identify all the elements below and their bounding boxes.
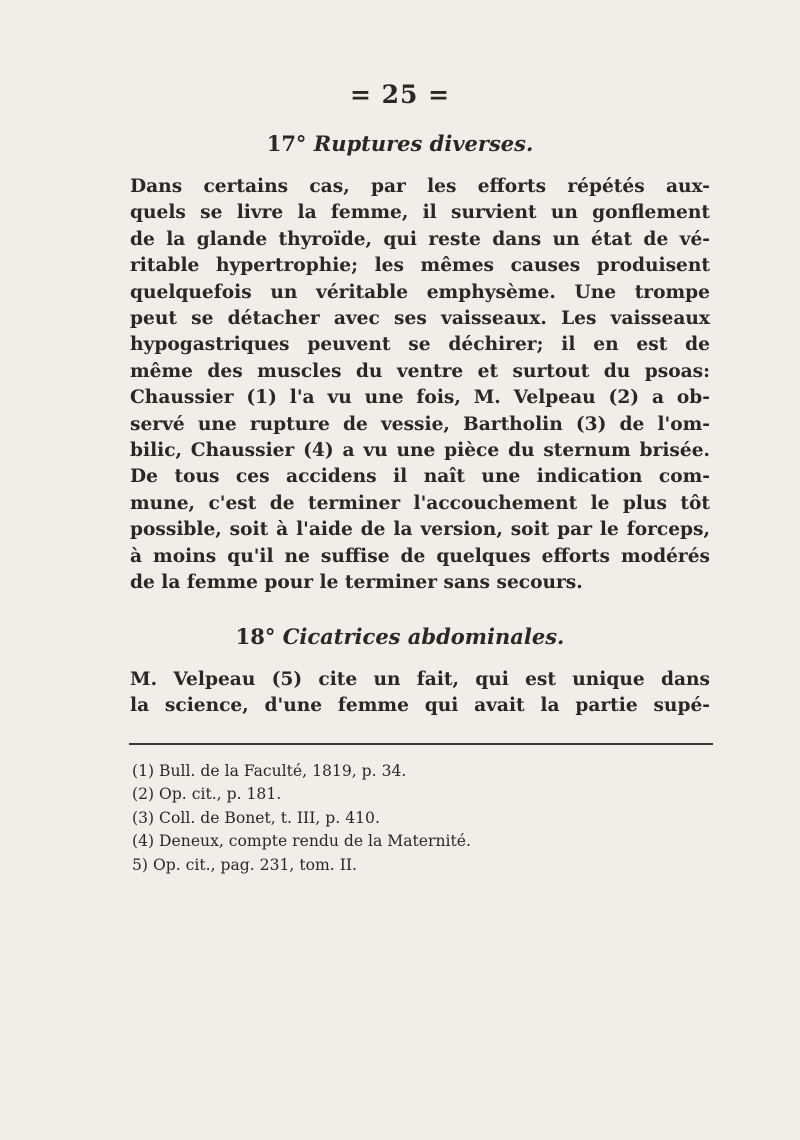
text-line: servé une rupture de vessie, Bartholin (3) de l'om- [130, 413, 710, 435]
section-number: 18° [235, 624, 276, 649]
text-line: de la glande thyroïde, qui reste dans un état de vé- [130, 228, 710, 250]
text-line: De tous ces accidens il naît une indication com- [130, 466, 710, 488]
section-heading-18 [0, 624, 800, 649]
section-title: Cicatrices abdominales. [282, 624, 565, 649]
footnote: 5) Op. cit., pag. 231, tom. II. [132, 855, 357, 874]
section-number: 17° [266, 131, 307, 156]
page-number: = 25 = [349, 80, 451, 109]
footnote: (1) Bull. de la Faculté, 1819, p. 34. [132, 762, 407, 780]
text-line: Dans certains cas, par les efforts répétés aux- [130, 176, 710, 197]
text-line: la science, d'une femme qui avait la partie supé- [130, 695, 710, 717]
text-line: ritable hypertrophie; les mêmes causes produisent [130, 255, 710, 277]
text-line: à moins qu'il ne suffise de quelques efforts modérés [130, 545, 710, 567]
text-line: Chaussier (1) l'a vu une fois, M. Velpeau (2) a ob- [130, 387, 710, 409]
text-line: M. Velpeau (5) cite un fait, qui est unique dans [130, 669, 710, 690]
text-line: quelquefois un véritable emphysème. Une trompe [130, 281, 710, 303]
footnote: (2) Op. cit., p. 181. [132, 785, 282, 804]
text-line: de la femme pour le terminer sans secours. [130, 572, 583, 594]
footnotes [132, 760, 692, 877]
text-line: hypogastriques peuvent se déchirer; il en est de [130, 334, 710, 356]
text-line: mune, c'est de terminer l'accouchement le plus tôt [130, 492, 710, 514]
text-line: possible, soit à l'aide de la version, soit par le forceps, [130, 519, 710, 541]
section-heading-17 [0, 131, 800, 156]
body-paragraph-1 [130, 174, 710, 597]
body-paragraph-2 [130, 667, 710, 720]
footnote: (4) Deneux, compte rendu de la Maternité. [132, 832, 471, 851]
text-line: quels se livre la femme, il survient un gonflement [130, 202, 710, 224]
footnote-divider [129, 743, 713, 745]
section-title: Ruptures diverses. [313, 131, 534, 156]
text-line: bilic, Chaussier (4) a vu une pièce du sternum brisée. [130, 440, 710, 462]
text-line: peut se détacher avec ses vaisseaux. Les vaisseaux [130, 308, 710, 330]
text-line: même des muscles du ventre et surtout du psoas: [130, 360, 710, 382]
footnote: (3) Coll. de Bonet, t. III, p. 410. [132, 808, 380, 827]
